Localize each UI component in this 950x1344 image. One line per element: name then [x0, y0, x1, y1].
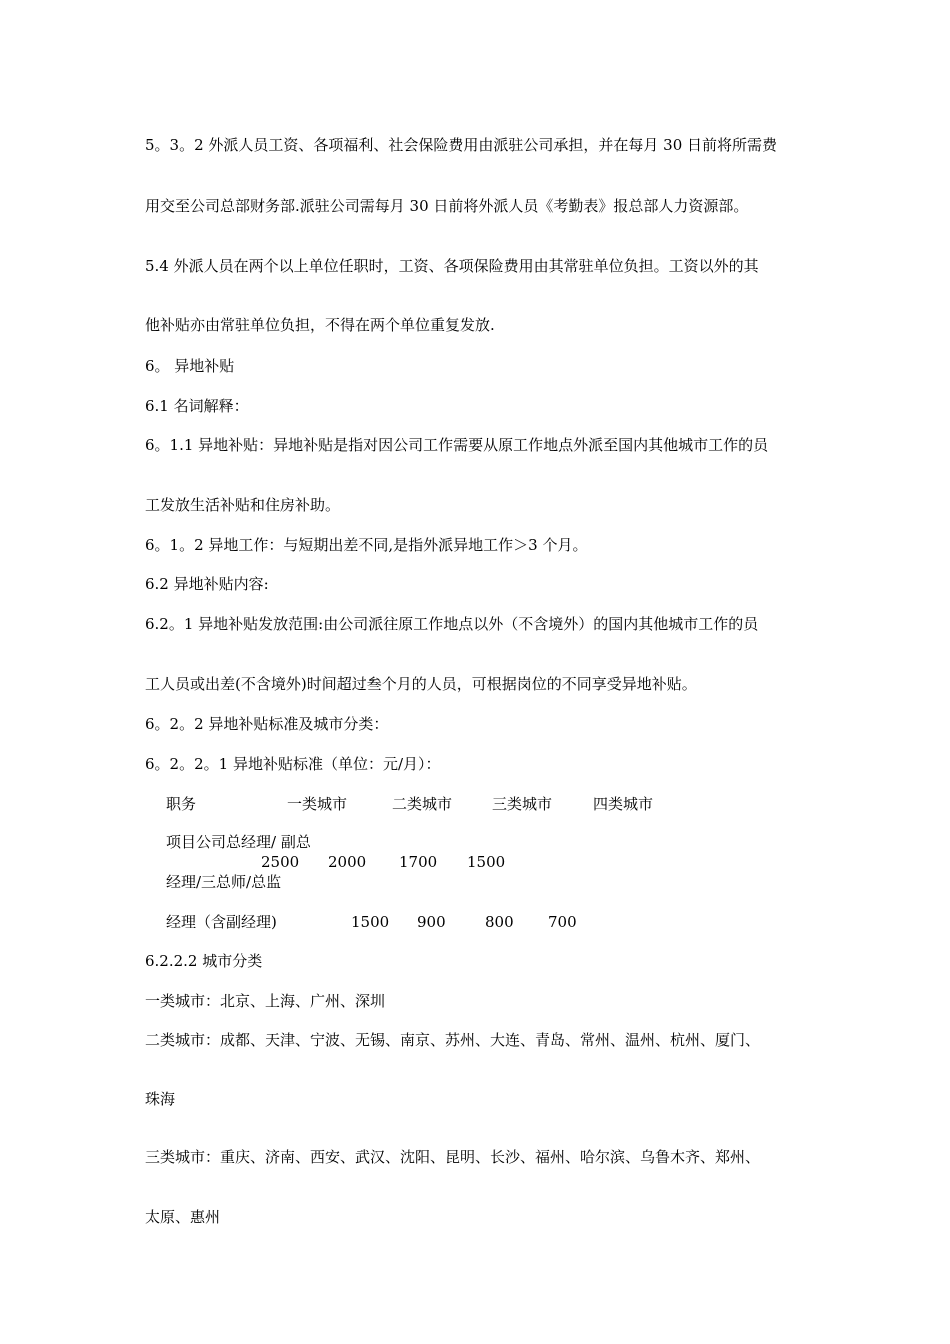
- table-row1-tier4: 1500: [467, 853, 506, 871]
- paragraph-6-1-1: 6。1.1 异地补贴：异地补贴是指对因公司工作需要从原工作地点外派至国内其他城市工作的员: [145, 436, 769, 454]
- city-tier3-cont: 太原、惠州: [145, 1208, 221, 1226]
- table-row2-tier1: 1500: [351, 913, 390, 931]
- table-row1-title-line1: 项目公司总经理/ 副总: [166, 833, 311, 851]
- table-header-tier4: 四类城市: [593, 795, 654, 813]
- section-6-2-2-2-heading: 6.2.2.2 城市分类: [145, 952, 263, 970]
- paragraph-6-2-2: 6。2。2 异地补贴标准及城市分类：: [145, 715, 389, 733]
- paragraph-5-4-cont: 他补贴亦由常驻单位负担，不得在两个单位重复发放.: [145, 316, 495, 334]
- table-row1-tier1: 2500: [261, 853, 300, 871]
- table-header-position: 职务: [166, 795, 197, 813]
- section-6-1-heading: 6.1 名词解释：: [145, 397, 249, 415]
- table-row2-tier3: 800: [485, 913, 514, 931]
- city-tier3: 三类城市：重庆、济南、西安、武汉、沈阳、昆明、长沙、福州、哈尔滨、乌鲁木齐、郑州、: [145, 1148, 761, 1166]
- table-row2-tier2: 900: [417, 913, 446, 931]
- table-header-tier2: 二类城市: [392, 795, 453, 813]
- table-row1-tier3: 1700: [399, 853, 438, 871]
- paragraph-5-3-2-cont: 用交至公司总部财务部.派驻公司需每月 30 日前将外派人员《考勤表》报总部人力资源部。: [145, 197, 749, 215]
- table-row1-title-line2: 经理/三总师/总监: [166, 873, 282, 891]
- paragraph-6-2-2-1: 6。2。2。1 异地补贴标准（单位：元/月）：: [145, 755, 441, 773]
- table-row2-tier4: 700: [548, 913, 577, 931]
- paragraph-5-4: 5.4 外派人员在两个以上单位任职时，工资、各项保险费用由其常驻单位负担。工资以外的其: [145, 257, 759, 275]
- paragraph-6-1-1-cont: 工发放生活补贴和住房补助。: [145, 496, 341, 514]
- table-header-tier1: 一类城市: [287, 795, 348, 813]
- paragraph-6-2-1-cont: 工人员或出差(不含境外)时间超过叁个月的人员，可根据岗位的不同享受异地补贴。: [145, 675, 697, 693]
- section-6-2-heading: 6.2 异地补贴内容:: [145, 575, 269, 593]
- paragraph-5-3-2: 5。3。2 外派人员工资、各项福利、社会保险费用由派驻公司承担，并在每月 30 日前将所需费: [145, 136, 778, 154]
- section-6-heading: 6。 异地补贴: [145, 357, 235, 375]
- table-row2-title: 经理（含副经理): [166, 913, 277, 931]
- table-header-tier3: 三类城市: [492, 795, 553, 813]
- city-tier2: 二类城市：成都、天津、宁波、无锡、南京、苏州、大连、青岛、常州、温州、杭州、厦门、: [145, 1031, 761, 1049]
- paragraph-6-1-2: 6。1。2 异地工作：与短期出差不同,是指外派异地工作＞3 个月。: [145, 536, 588, 554]
- city-tier2-cont: 珠海: [145, 1090, 176, 1108]
- paragraph-6-2-1: 6.2。1 异地补贴发放范围:由公司派往原工作地点以外（不含境外）的国内其他城市工作的员: [145, 615, 759, 633]
- table-row1-tier2: 2000: [328, 853, 367, 871]
- city-tier1: 一类城市：北京、上海、广州、深圳: [145, 992, 386, 1010]
